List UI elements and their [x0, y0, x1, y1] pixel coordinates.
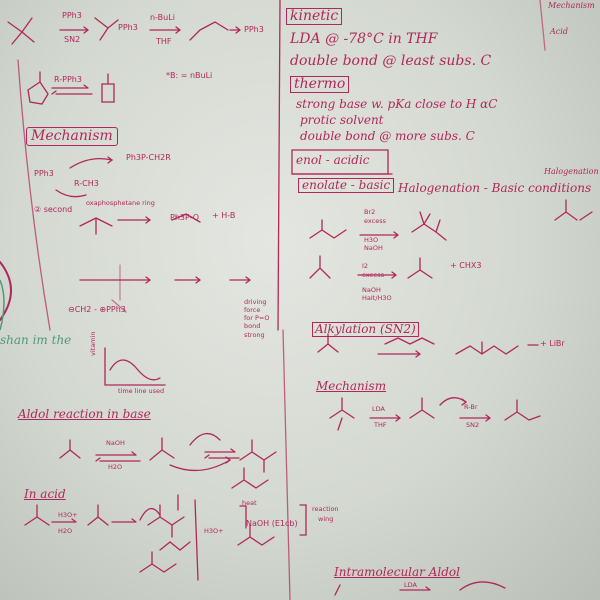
kinetic-title: kinetic: [286, 8, 342, 25]
mechanism-2-reagent-2: R-Br: [464, 403, 478, 411]
halogenation-reagents-1: [364, 208, 386, 253]
aldol-base-reagent-below: H2O: [108, 463, 123, 471]
halogenation-product-note: + CHX3: [450, 261, 482, 270]
aldol-base-reagent: NaOH: [106, 439, 125, 447]
mechanism-2-reagent-2-sub: SN2: [466, 421, 480, 429]
mechanism-ylide-label: PPh3: [34, 169, 54, 178]
aldol-acid-naoh: NaOH (E1cb): [246, 519, 298, 528]
mechanism-ylide-center: Ph3P-CH2R: [126, 153, 171, 162]
halogenation-reagent: excess: [362, 270, 384, 279]
graph-y-label: vitamin: [89, 331, 97, 356]
thermo-line-3: double bond @ more subs. C: [300, 129, 475, 143]
corner-acid-label: Acid: [550, 27, 568, 36]
mechanism-product-note: + H-B: [212, 211, 236, 220]
driving-force-line: driving: [244, 298, 267, 306]
mechanism-betaine: Ph3P-O: [170, 213, 200, 222]
halogenation-right-title: Halogenation: [544, 167, 599, 176]
wittig-step-2: THF: [156, 37, 172, 46]
alkylation-title: Alkylation (SN2): [312, 322, 419, 337]
halogenation-title: Halogenation - Basic conditions: [398, 181, 592, 195]
wittig-reagent-1: PPh3: [62, 11, 82, 20]
graph-x-label: time line used: [118, 387, 165, 395]
mechanism-step-note: oxaphosphetane ring: [86, 199, 155, 207]
mechanism-2-reagent-1: LDA: [372, 405, 385, 413]
driving-force-line: bond: [244, 322, 261, 331]
mechanism-alkyl-label: R-CH3: [74, 179, 99, 188]
equilibrium-reagent: R-PPh3: [54, 75, 82, 84]
halogenation-reagent: excess: [364, 216, 386, 225]
alkylation-product-note: + LiBr: [540, 339, 565, 348]
driving-force-note: [244, 298, 270, 339]
base-note: *B: = nBuLi: [166, 71, 213, 80]
thermo-line-2: protic solvent: [300, 113, 384, 127]
aldol-acid-reagent-1: H3O+: [58, 511, 78, 519]
halogenation-reagent: NaOH: [362, 285, 381, 294]
thermo-line-1: strong base w. pKa close to H αC: [296, 97, 498, 111]
corner-title: Mechanism: [548, 1, 595, 10]
mechanism-2-title: Mechanism: [316, 379, 387, 393]
aldol-acid-reaction-label-2: wing: [318, 515, 334, 523]
driving-force-line: for P=O: [244, 314, 270, 323]
green-note: shan im the: [0, 333, 72, 347]
aldol-acid-h3o: H3O+: [204, 527, 224, 535]
mechanism-step-label: ② second: [34, 205, 73, 214]
intramolecular-reagent: LDA: [404, 581, 417, 589]
kinetic-line-2: double bond @ least subs. C: [290, 53, 492, 69]
aldol-acid-title: In acid: [24, 487, 66, 501]
halogenation-reagent: Br2: [364, 208, 376, 216]
ylide-intermediate: PPh3: [118, 23, 138, 32]
thermo-title: thermo: [290, 76, 349, 93]
halogenation-reagent: NaOH: [364, 244, 383, 253]
kinetic-line-1: LDA @ -78°C in THF: [290, 31, 438, 47]
thermo-box-line-1: enol - acidic: [296, 153, 370, 167]
mechanism-2-reagent-1-sub: THF: [374, 421, 387, 429]
halogenation-reagent: HaIt/H3O: [362, 294, 392, 303]
mechanism-bottom-ylide: ⊖CH2 - ⊕PPh3: [68, 305, 126, 314]
ylide-product: PPh3: [244, 25, 264, 34]
driving-force-line: force: [244, 306, 261, 315]
aldol-acid-reagent-1-below: H2O: [58, 527, 73, 535]
thermo-box-line-2: enolate - basic: [298, 178, 394, 193]
wittig-step-1: SN2: [64, 35, 81, 44]
aldol-base-title: Aldol reaction in base: [18, 407, 151, 421]
aldol-acid-heat: heat: [242, 499, 257, 507]
mechanism-title: Mechanism: [26, 127, 118, 146]
wittig-reagent-2: n-BuLi: [150, 13, 175, 22]
halogenation-reagent: I2: [362, 262, 369, 270]
aldol-acid-reaction-label: reaction: [312, 505, 339, 513]
halogenation-reagent: H3O: [364, 235, 379, 244]
intramolecular-title: Intramolecular Aldol: [334, 565, 460, 579]
halogenation-reagents-2: [362, 262, 392, 303]
driving-force-line: strong: [244, 330, 265, 339]
